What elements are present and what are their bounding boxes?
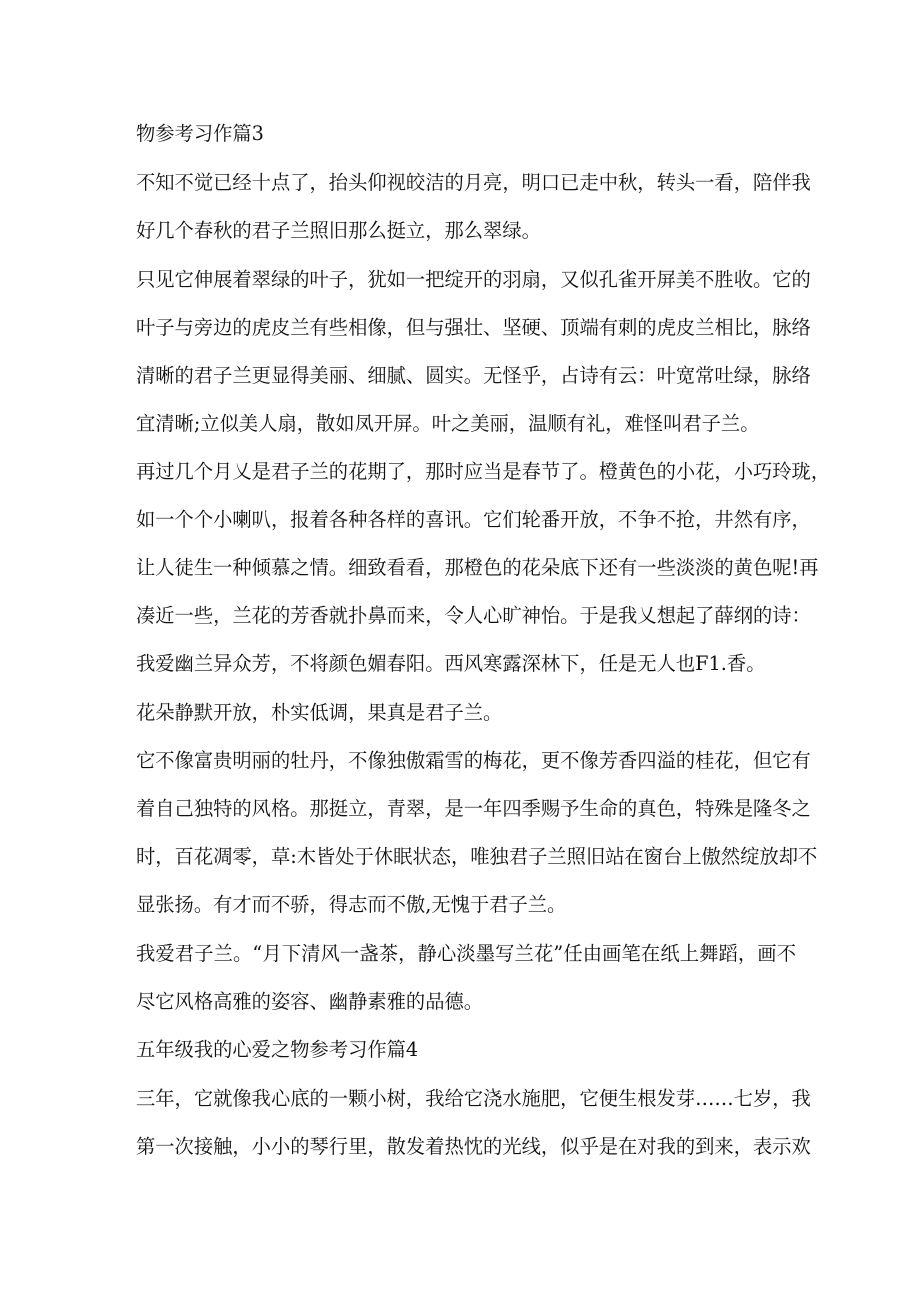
paragraph-line: 三年，它就像我心底的一颗小树，我给它浇水施肥，它便生根发芽……七岁，我 [136, 1087, 811, 1110]
section-heading-4: 五年级我的心爱之物参考习作篇4 [136, 1038, 419, 1061]
paragraph-line: 叶子与旁边的虎皮兰有些相像，但与强壮、坚硬、顶端有刺的虎皮兰相比，脉络 [136, 316, 811, 339]
paragraph-line: 我爱君子兰。“月下清风一盏茶，静心淡墨写兰花”任由画笔在纸上舞蹈，画不 [136, 942, 796, 965]
paragraph-line: 时，百花凋零，草:木皆处于休眠状态，唯独君子兰照旧站在窗台上傲然绽放却不 [136, 845, 818, 868]
paragraph-line: 不知不觉已经十点了，抬头仰视皎洁的月亮，明口已走中秋，转头一看，陪伴我 [136, 171, 811, 194]
paragraph-line: 着自己独特的风格。那挺立，青翠，是一年四季赐予生命的真色，特殊是隆冬之 [136, 797, 811, 820]
paragraph-line: 让人徒生一种倾慕之情。细致看看，那橙色的花朵底下还有一些淡淡的黄色呢!再 [136, 556, 819, 579]
paragraph-line: 宜清晰;立似美人扇，散如凤开屏。叶之美丽，温顺有礼，难怪叫君子兰。 [136, 412, 760, 435]
paragraph-line: 如一个个小喇叭，报着各种各样的喜讯。它们轮番开放，不争不抢，井然有序， [136, 508, 811, 531]
paragraph-line: 好几个春秋的君子兰照旧那么挺立，那么翠绿。 [136, 219, 541, 242]
paragraph-line: 它不像富贵明丽的牡丹，不像独傲霜雪的梅花，更不像芳香四溢的桂花，但它有 [136, 749, 811, 772]
paragraph-line: 尽它风格高雅的姿容、幽静素雅的品德。 [136, 990, 484, 1013]
paragraph-line: 显张扬。有才而不骄，得志而不傲,无愧于君子兰。 [136, 893, 567, 916]
paragraph-line: 再过几个月乂是君子兰的花期了，那时应当是春节了。橙黄色的小花，小巧玲珑， [136, 460, 831, 483]
paragraph-line: 我爱幽兰异众芳，不将颜色媚春阳。西风寒露深林下，任是无人也F1.香。 [136, 652, 766, 675]
paragraph-line: 第一次接触，小小的琴行里，散发着热忱的光线，似乎是在对我的到来，表示欢 [136, 1135, 811, 1158]
paragraph-line: 清晰的君子兰更显得美丽、细腻、圆实。无怪乎，占诗有云：叶宽常吐绿，脉络 [136, 364, 811, 387]
paragraph-line: 凑近一些，兰花的芳香就扑鼻而来，令人心旷神怡。于是我乂想起了薛纲的诗： [136, 604, 811, 627]
paragraph-line: 只见它伸展着翠绿的叶子，犹如一把绽开的羽扇，又似孔雀开屏美不胜收。它的 [136, 268, 811, 291]
section-heading-3: 物参考习作篇3 [136, 122, 264, 145]
paragraph-line: 花朵静默开放，朴实低调，果真是君子兰。 [136, 701, 503, 724]
